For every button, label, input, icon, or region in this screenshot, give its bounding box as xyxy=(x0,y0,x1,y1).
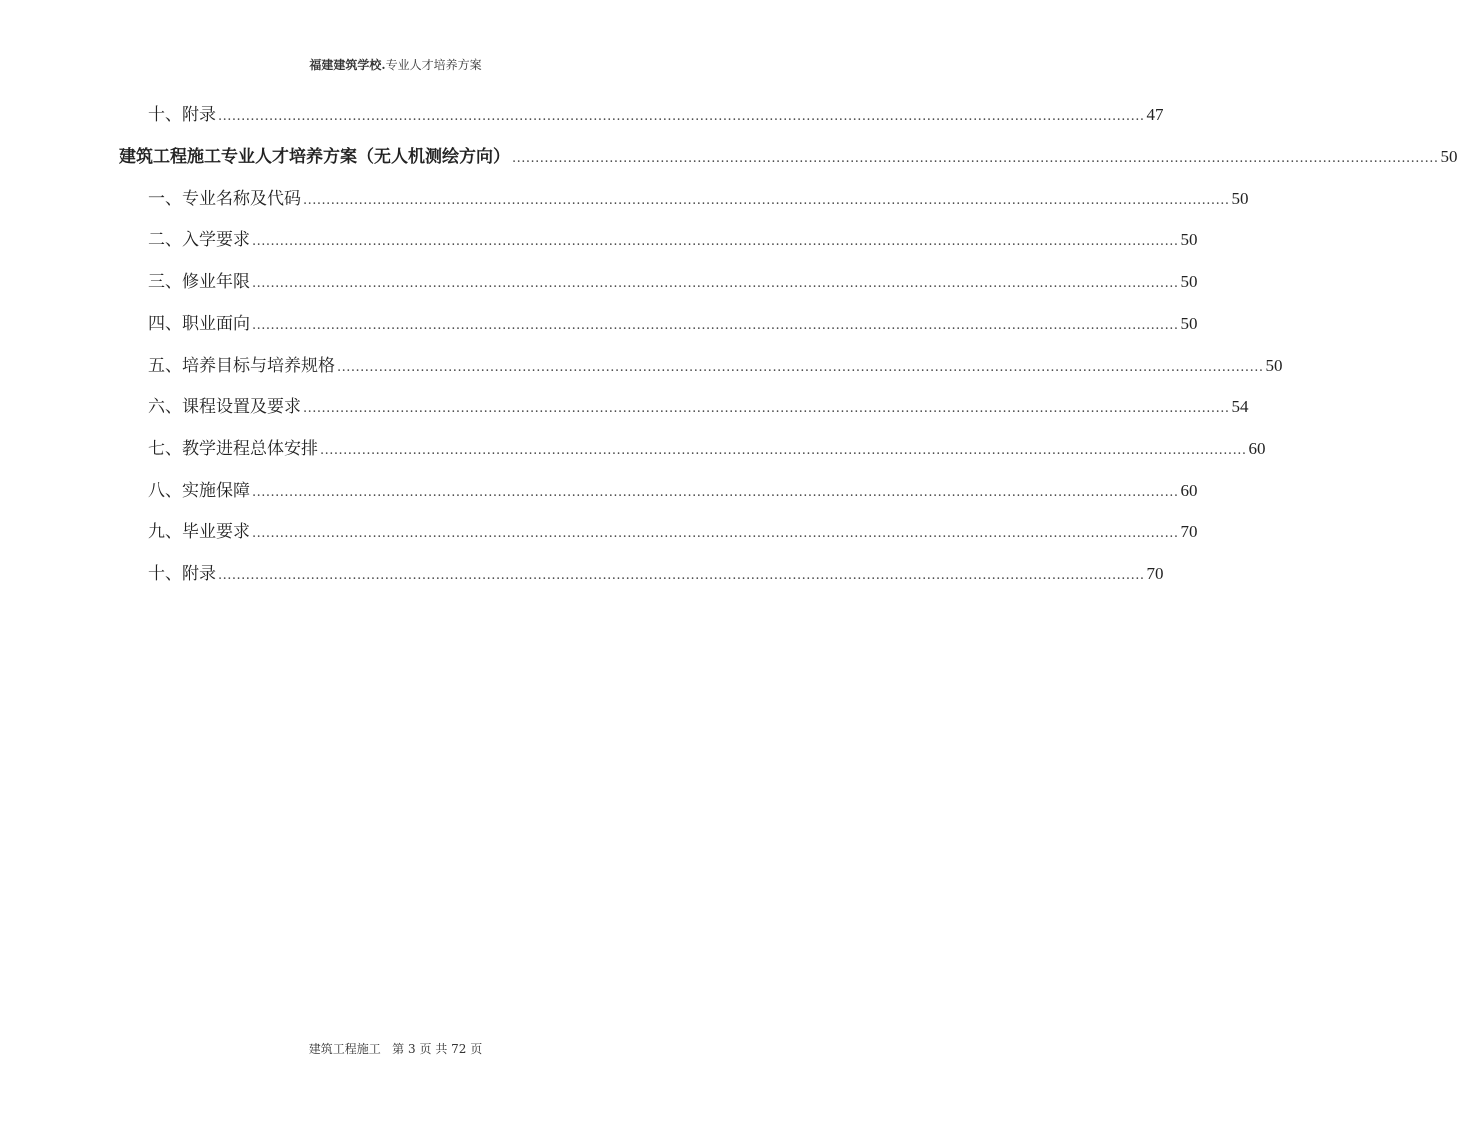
toc-entry-page: 47 xyxy=(1146,105,1164,124)
toc-dot-leader: ........................................................................................................................................................................................................ xyxy=(252,276,1179,291)
toc-entry[interactable] xyxy=(148,100,1164,130)
toc-entry-label: 二、入学要求 xyxy=(148,230,250,250)
footer-page-prefix: 第 xyxy=(392,1042,405,1056)
toc-entry-label: 八、实施保障 xyxy=(148,481,250,501)
toc-entry-label: 九、毕业要求 xyxy=(148,522,250,542)
toc-section-heading[interactable] xyxy=(119,142,1457,172)
toc-entry-page: 50 xyxy=(1180,230,1198,249)
toc-dot-leader: ........................................................................................................................................................................................................ xyxy=(303,401,1230,416)
header-divider xyxy=(120,80,670,81)
toc-entry[interactable] xyxy=(148,517,1198,547)
toc-entry[interactable] xyxy=(148,225,1198,255)
toc-entry-label: 五、培养目标与培养规格 xyxy=(148,356,335,376)
toc-entry-page: 54 xyxy=(1231,397,1249,416)
toc-entry-page: 50 xyxy=(1265,356,1283,375)
page-footer xyxy=(0,1040,791,1057)
toc-entry[interactable] xyxy=(148,351,1283,381)
toc-dot-leader: ........................................................................................................................................................................................................ xyxy=(252,318,1179,333)
toc-entry-label: 四、职业面向 xyxy=(148,314,250,334)
toc-entry[interactable] xyxy=(148,559,1164,589)
footer-total-pages: 72 xyxy=(451,1042,467,1056)
footer-current-page: 3 xyxy=(408,1042,416,1056)
toc-dot-leader: ........................................................................................................................................................................................................ xyxy=(320,443,1247,458)
toc-entry[interactable] xyxy=(148,267,1198,297)
toc-entry-page: 70 xyxy=(1180,522,1198,541)
toc-dot-leader: ........................................................................................................................................................................................................ xyxy=(337,360,1264,375)
header-document-title: 专业人才培养方案 xyxy=(385,58,482,72)
toc-entry[interactable] xyxy=(148,476,1198,506)
toc-entry[interactable] xyxy=(148,434,1266,464)
toc-dot-leader: ........................................................................................................................................................................................................ xyxy=(252,485,1179,500)
toc-entry-label: 十、附录 xyxy=(148,105,216,125)
toc-entry-label: 十、附录 xyxy=(148,564,216,584)
toc-dot-leader: ........................................................................................................................................................................................................ xyxy=(303,193,1230,208)
toc-entry[interactable] xyxy=(148,309,1198,339)
toc-entry-page: 50 xyxy=(1180,314,1198,333)
toc-entry-page: 50 xyxy=(1180,272,1198,291)
toc-entry-page: 50 xyxy=(1231,189,1249,208)
toc-dot-leader: ........................................................................................................................................................................................................ xyxy=(252,526,1179,541)
page-header xyxy=(0,56,791,73)
toc-dot-leader: ........................................................................................................................................................................................................ xyxy=(512,151,1439,166)
toc-entry-label: 七、教学进程总体安排 xyxy=(148,439,318,459)
footer-page-unit: 页 xyxy=(419,1042,432,1056)
toc-entry-page: 60 xyxy=(1248,439,1266,458)
footer-program-name: 建筑工程施工 xyxy=(308,1042,381,1056)
toc-entry-page: 50 xyxy=(1440,147,1457,166)
toc-dot-leader: ........................................................................................................................................................................................................ xyxy=(218,109,1145,124)
toc-entry-label: 三、修业年限 xyxy=(148,272,250,292)
footer-total-prefix: 共 xyxy=(435,1042,448,1056)
header-school-name: 福建建筑学校. xyxy=(309,58,386,72)
toc-dot-leader: ........................................................................................................................................................................................................ xyxy=(218,568,1145,583)
toc-dot-leader: ........................................................................................................................................................................................................ xyxy=(252,234,1179,249)
toc-entry-page: 70 xyxy=(1146,564,1164,583)
toc-entry-label: 六、课程设置及要求 xyxy=(148,397,301,417)
toc-entry-page: 60 xyxy=(1180,481,1198,500)
toc-entry[interactable] xyxy=(148,392,1249,422)
toc-entry-label: 一、专业名称及代码 xyxy=(148,189,301,209)
toc-entry[interactable] xyxy=(148,184,1249,214)
footer-total-unit: 页 xyxy=(470,1042,483,1056)
toc-entry-label: 建筑工程施工专业人才培养方案（无人机测绘方向） xyxy=(119,147,510,167)
